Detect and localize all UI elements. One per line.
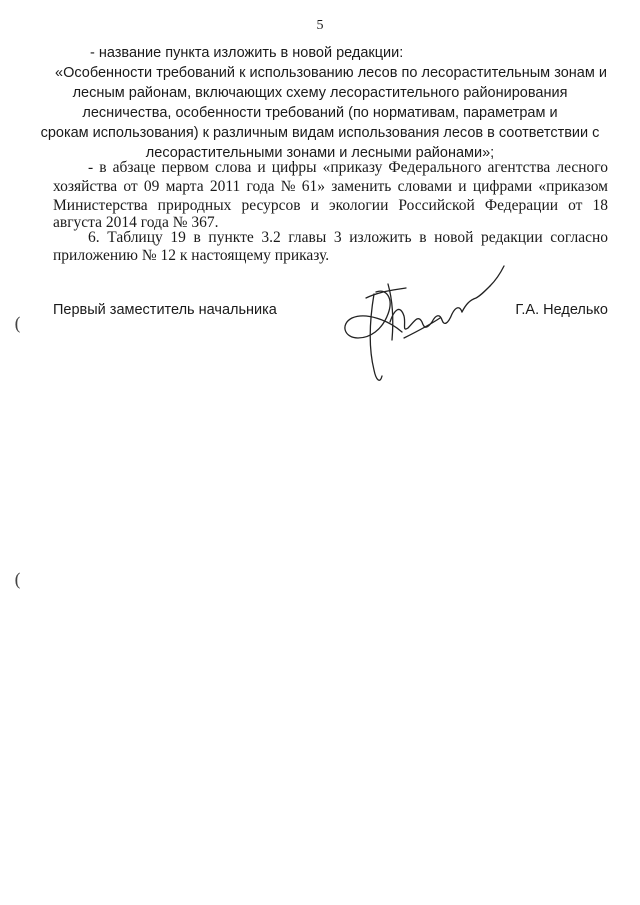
text-line-7: [88, 159, 608, 177]
text-line-1: - название пункта изложить в новой редакции:: [90, 45, 404, 61]
text-line-3: лесным районам, включающих схему лесорастительного районирования: [72, 85, 568, 101]
page-number: 5: [316, 18, 324, 33]
paragraph-line-9: Министерства природных ресурсов и экологии Российской Федерации от 18: [53, 197, 608, 214]
text-line-2: [55, 64, 607, 82]
text-line-10: августа 2014 года № 367.: [53, 214, 219, 231]
text-line-12: приложению № 12 к настоящему приказу.: [53, 247, 330, 264]
quoted-line-2: «Особенности требований к использованию лесов по лесорастительным зонам и: [55, 65, 607, 81]
paragraph-line-7: - в абзаце первом слова и цифры «приказу Федерального агентства лесного: [88, 159, 608, 176]
margin-mark: (: [14, 570, 22, 591]
signatory-name: Г.А. Неделько: [515, 302, 608, 318]
text-line-8: [53, 178, 608, 196]
text-line-4: лесничества, особенности требований (по нормативам, параметрам и: [82, 105, 558, 121]
text-line-6: лесорастительными зонами и лесными районами»;: [145, 145, 495, 161]
margin-mark: (: [14, 314, 22, 335]
text-line-5: срокам использования) к различным видам использования лесов в соответствии с: [40, 125, 600, 141]
paragraph-line-8: хозяйства от 09 марта 2011 года № 61» заменить словами и цифрами «приказом: [53, 178, 608, 195]
text-line-11: [88, 229, 608, 247]
text-line-9: [53, 197, 608, 215]
handwritten-signature: [330, 258, 510, 388]
paragraph-line-11: 6. Таблицу 19 в пункте 3.2 главы 3 изложить в новой редакции согласно: [88, 229, 608, 246]
signatory-position: Первый заместитель начальника: [53, 302, 277, 318]
